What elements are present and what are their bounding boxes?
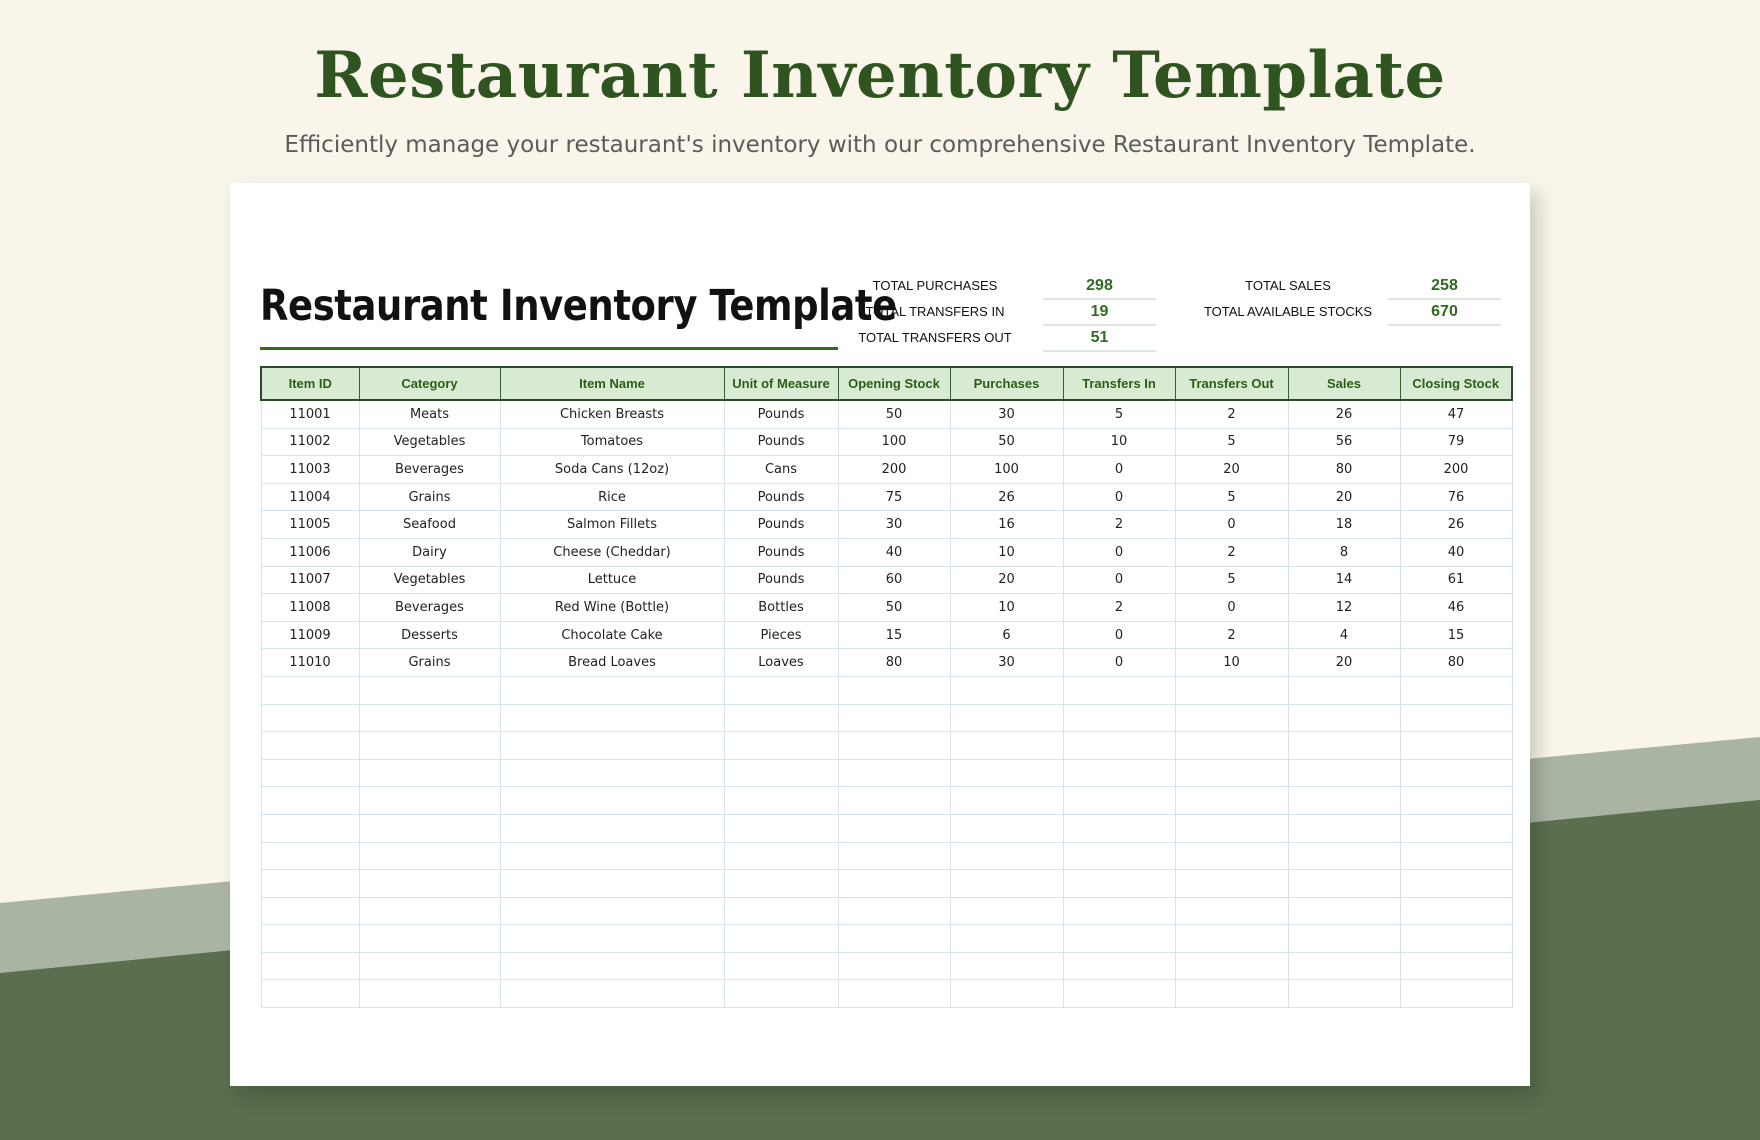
empty-table-cell[interactable] [261,759,359,787]
empty-table-cell[interactable] [1063,676,1175,704]
column-header: Transfers In [1063,367,1175,400]
table-cell[interactable]: 30 [950,649,1063,677]
table-cell[interactable]: 30 [838,511,950,539]
empty-table-row [261,897,1512,925]
empty-table-cell[interactable] [1063,814,1175,842]
empty-table-cell[interactable] [500,842,724,870]
table-cell[interactable]: 0 [1063,456,1175,484]
summary-value: 298 [1043,273,1156,300]
empty-table-cell[interactable] [359,732,500,760]
empty-table-cell[interactable] [724,952,838,980]
empty-table-cell[interactable] [950,732,1063,760]
table-row [261,621,1512,649]
table-cell[interactable]: 12 [1288,594,1400,622]
empty-table-cell[interactable] [1063,925,1175,953]
empty-table-cell[interactable] [1063,897,1175,925]
page-subtitle: Efficiently manage your restaurant's inventory with our comprehensive Restaurant Inventory Template. [284,132,1476,158]
table-cell[interactable]: 20 [1288,649,1400,677]
table-cell[interactable]: Desserts [359,621,500,649]
empty-table-cell[interactable] [838,897,950,925]
table-cell[interactable]: 0 [1063,621,1175,649]
empty-table-cell[interactable] [261,870,359,898]
empty-table-cell[interactable] [500,980,724,1008]
empty-table-row [261,980,1512,1008]
table-cell[interactable]: 10 [1063,428,1175,456]
empty-table-cell[interactable] [950,787,1063,815]
empty-table-cell[interactable] [724,925,838,953]
empty-table-cell[interactable] [724,759,838,787]
table-cell[interactable]: 11001 [261,400,359,428]
page-title: Restaurant Inventory Template [314,38,1446,113]
empty-table-cell[interactable] [950,759,1063,787]
empty-table-cell[interactable] [1175,870,1288,898]
table-cell[interactable]: 0 [1063,538,1175,566]
table-cell[interactable]: 5 [1063,400,1175,428]
table-cell[interactable]: Cheese (Cheddar) [500,538,724,566]
sheet-title-underline [260,347,838,350]
table-cell[interactable]: Pounds [724,538,838,566]
table-cell[interactable]: 2 [1175,621,1288,649]
empty-table-cell[interactable] [261,980,359,1008]
table-row [261,456,1512,484]
empty-table-cell[interactable] [1288,842,1400,870]
empty-table-cell[interactable] [1175,952,1288,980]
empty-table-cell[interactable] [950,704,1063,732]
empty-table-cell[interactable] [359,814,500,842]
summary-label: TOTAL AVAILABLE STOCKS [1203,304,1373,319]
empty-table-cell[interactable] [950,897,1063,925]
empty-table-cell[interactable] [1400,704,1512,732]
empty-table-cell[interactable] [1175,704,1288,732]
table-cell[interactable]: Seafood [359,511,500,539]
inventory-table [260,366,1513,1008]
empty-table-cell[interactable] [261,842,359,870]
empty-table-cell[interactable] [500,704,724,732]
empty-table-cell[interactable] [1288,980,1400,1008]
empty-table-cell[interactable] [950,842,1063,870]
empty-table-cell[interactable] [261,704,359,732]
empty-table-cell[interactable] [500,787,724,815]
empty-table-cell[interactable] [1288,897,1400,925]
empty-table-cell[interactable] [500,676,724,704]
table-cell[interactable]: 4 [1288,621,1400,649]
table-cell[interactable]: 15 [1400,621,1512,649]
empty-table-row [261,952,1512,980]
empty-table-cell[interactable] [1288,787,1400,815]
table-cell[interactable]: Meats [359,400,500,428]
summary-value: 51 [1043,325,1156,352]
empty-table-cell[interactable] [1288,925,1400,953]
table-cell[interactable]: 26 [950,483,1063,511]
table-cell[interactable]: 79 [1400,428,1512,456]
empty-table-cell[interactable] [1400,814,1512,842]
empty-table-cell[interactable] [1063,980,1175,1008]
table-cell[interactable]: 30 [950,400,1063,428]
table-row [261,566,1512,594]
table-cell[interactable]: Pounds [724,511,838,539]
table-cell[interactable]: 40 [838,538,950,566]
table-cell[interactable]: 26 [1288,400,1400,428]
summary-label: TOTAL TRANSFERS OUT [858,330,1012,345]
table-cell[interactable]: Cans [724,456,838,484]
empty-table-cell[interactable] [1288,704,1400,732]
table-cell[interactable]: 5 [1175,428,1288,456]
table-cell[interactable]: Beverages [359,456,500,484]
table-row [261,511,1512,539]
empty-table-cell[interactable] [1175,732,1288,760]
table-cell[interactable]: 200 [1400,456,1512,484]
table-cell[interactable]: 2 [1063,594,1175,622]
table-cell[interactable]: 6 [950,621,1063,649]
empty-table-cell[interactable] [1400,925,1512,953]
table-cell[interactable]: 0 [1175,511,1288,539]
empty-table-cell[interactable] [500,732,724,760]
empty-table-cell[interactable] [1400,759,1512,787]
column-header: Purchases [950,367,1063,400]
table-cell[interactable]: 15 [838,621,950,649]
empty-table-cell[interactable] [838,704,950,732]
empty-table-cell[interactable] [1063,870,1175,898]
column-header: Unit of Measure [724,367,838,400]
empty-table-cell[interactable] [724,897,838,925]
empty-table-cell[interactable] [724,676,838,704]
table-cell[interactable]: 10 [950,594,1063,622]
empty-table-cell[interactable] [500,925,724,953]
table-cell[interactable]: Chicken Breasts [500,400,724,428]
table-cell[interactable]: Pounds [724,566,838,594]
empty-table-cell[interactable] [950,870,1063,898]
empty-table-cell[interactable] [359,870,500,898]
table-cell[interactable]: 20 [1288,483,1400,511]
table-cell[interactable]: Soda Cans (12oz) [500,456,724,484]
empty-table-cell[interactable] [261,814,359,842]
table-cell[interactable]: 14 [1288,566,1400,594]
summary-label: TOTAL PURCHASES [872,278,998,293]
empty-table-cell[interactable] [1063,759,1175,787]
summary-value: 670 [1388,299,1501,326]
table-cell[interactable]: 50 [838,594,950,622]
table-cell[interactable]: 11006 [261,538,359,566]
empty-table-cell[interactable] [359,925,500,953]
empty-table-row [261,759,1512,787]
table-cell[interactable]: 0 [1063,649,1175,677]
empty-table-row [261,732,1512,760]
empty-table-cell[interactable] [1175,759,1288,787]
empty-table-cell[interactable] [724,980,838,1008]
empty-table-cell[interactable] [1175,787,1288,815]
empty-table-cell[interactable] [359,759,500,787]
empty-table-cell[interactable] [261,952,359,980]
empty-table-cell[interactable] [500,870,724,898]
empty-table-cell[interactable] [950,980,1063,1008]
empty-table-cell[interactable] [500,897,724,925]
empty-table-row [261,925,1512,953]
summary-value: 19 [1043,299,1156,326]
table-cell[interactable]: Bottles [724,594,838,622]
table-cell[interactable]: Pounds [724,400,838,428]
empty-table-cell[interactable] [1063,704,1175,732]
empty-table-cell[interactable] [359,980,500,1008]
empty-table-cell[interactable] [838,759,950,787]
table-cell[interactable]: 11002 [261,428,359,456]
empty-table-cell[interactable] [1175,676,1288,704]
empty-table-cell[interactable] [359,897,500,925]
empty-table-cell[interactable] [1175,814,1288,842]
table-cell[interactable]: Pieces [724,621,838,649]
table-cell[interactable]: 76 [1400,483,1512,511]
table-cell[interactable]: Beverages [359,594,500,622]
table-body [261,400,1512,1008]
empty-table-cell[interactable] [261,676,359,704]
summary-value: 258 [1388,273,1501,300]
empty-table-cell[interactable] [838,787,950,815]
empty-table-cell[interactable] [1400,732,1512,760]
table-row [261,400,1512,428]
empty-table-cell[interactable] [838,842,950,870]
table-cell[interactable]: 2 [1175,400,1288,428]
table-row [261,649,1512,677]
table-cell[interactable]: 100 [838,428,950,456]
table-cell[interactable]: 2 [1063,511,1175,539]
empty-table-cell[interactable] [950,952,1063,980]
table-cell[interactable]: 5 [1175,566,1288,594]
column-header: Item ID [261,367,359,400]
column-header: Opening Stock [838,367,950,400]
empty-table-cell[interactable] [1288,870,1400,898]
empty-table-row [261,814,1512,842]
empty-table-row [261,676,1512,704]
table-row [261,594,1512,622]
empty-table-cell[interactable] [1175,842,1288,870]
empty-table-cell[interactable] [1175,897,1288,925]
table-cell[interactable]: 11008 [261,594,359,622]
empty-table-cell[interactable] [950,925,1063,953]
table-cell[interactable]: 26 [1400,511,1512,539]
table-cell[interactable]: 80 [838,649,950,677]
table-cell[interactable]: 5 [1175,483,1288,511]
empty-table-cell[interactable] [724,732,838,760]
column-header: Transfers Out [1175,367,1288,400]
table-cell[interactable]: 20 [950,566,1063,594]
table-cell[interactable]: Loaves [724,649,838,677]
table-cell[interactable]: 18 [1288,511,1400,539]
empty-table-cell[interactable] [1288,676,1400,704]
table-cell[interactable]: 11010 [261,649,359,677]
summary-label: TOTAL TRANSFERS IN [865,304,1005,319]
empty-table-cell[interactable] [838,925,950,953]
empty-table-cell[interactable] [359,842,500,870]
empty-table-cell[interactable] [950,676,1063,704]
empty-table-cell[interactable] [261,897,359,925]
column-header: Category [359,367,500,400]
table-cell[interactable]: Vegetables [359,566,500,594]
table-cell[interactable]: 56 [1288,428,1400,456]
empty-table-cell[interactable] [359,704,500,732]
table-cell[interactable]: 10 [950,538,1063,566]
table-cell[interactable]: 80 [1400,649,1512,677]
table-cell[interactable]: Salmon Fillets [500,511,724,539]
empty-table-cell[interactable] [1063,787,1175,815]
empty-table-cell[interactable] [261,925,359,953]
empty-table-row [261,787,1512,815]
table-cell[interactable]: 20 [1175,456,1288,484]
spreadsheet-preview [230,183,1530,1086]
empty-table-cell[interactable] [838,980,950,1008]
empty-table-cell[interactable] [950,814,1063,842]
column-header: Item Name [500,367,724,400]
empty-table-cell[interactable] [1288,732,1400,760]
table-cell[interactable]: Bread Loaves [500,649,724,677]
table-cell[interactable]: Chocolate Cake [500,621,724,649]
table-cell[interactable]: 8 [1288,538,1400,566]
empty-table-cell[interactable] [1400,980,1512,1008]
summary-label: TOTAL SALES [1245,278,1331,293]
empty-table-cell[interactable] [1063,952,1175,980]
table-cell[interactable]: 11009 [261,621,359,649]
column-header: Sales [1288,367,1400,400]
table-cell[interactable]: 46 [1400,594,1512,622]
table-cell[interactable]: 0 [1175,594,1288,622]
empty-table-cell[interactable] [724,787,838,815]
table-cell[interactable]: 200 [838,456,950,484]
table-cell[interactable]: Lettuce [500,566,724,594]
empty-table-row [261,842,1512,870]
empty-table-cell[interactable] [1400,676,1512,704]
empty-table-cell[interactable] [1288,814,1400,842]
table-cell[interactable]: 80 [1288,456,1400,484]
table-cell[interactable]: 11007 [261,566,359,594]
table-cell[interactable]: Vegetables [359,428,500,456]
table-cell[interactable]: 0 [1063,483,1175,511]
table-cell[interactable]: 16 [950,511,1063,539]
table-cell[interactable]: 11003 [261,456,359,484]
empty-table-cell[interactable] [261,787,359,815]
table-cell[interactable]: 100 [950,456,1063,484]
empty-table-cell[interactable] [1063,842,1175,870]
table-row [261,538,1512,566]
table-cell[interactable]: Pounds [724,483,838,511]
empty-table-row [261,870,1512,898]
empty-table-cell[interactable] [359,952,500,980]
table-cell[interactable]: 61 [1400,566,1512,594]
empty-table-cell[interactable] [1400,952,1512,980]
empty-table-cell[interactable] [724,870,838,898]
empty-table-cell[interactable] [724,814,838,842]
empty-table-cell[interactable] [838,870,950,898]
empty-table-cell[interactable] [1400,787,1512,815]
table-row [261,428,1512,456]
table-cell[interactable]: 11005 [261,511,359,539]
column-header: Closing Stock [1400,367,1512,400]
table-header-row [261,367,1512,400]
table-cell[interactable]: 47 [1400,400,1512,428]
table-cell[interactable]: 50 [950,428,1063,456]
table-cell[interactable]: 75 [838,483,950,511]
empty-table-cell[interactable] [1288,759,1400,787]
empty-table-cell[interactable] [1175,925,1288,953]
table-row [261,483,1512,511]
table-cell[interactable]: Dairy [359,538,500,566]
empty-table-cell[interactable] [838,676,950,704]
table-cell[interactable]: 0 [1063,566,1175,594]
empty-table-cell[interactable] [838,814,950,842]
table-cell[interactable]: Tomatoes [500,428,724,456]
empty-table-cell[interactable] [838,732,950,760]
empty-table-cell[interactable] [1400,870,1512,898]
empty-table-cell[interactable] [500,952,724,980]
table-cell[interactable]: 11004 [261,483,359,511]
empty-table-cell[interactable] [359,676,500,704]
empty-table-cell[interactable] [1063,732,1175,760]
table-cell[interactable]: Rice [500,483,724,511]
table-cell[interactable]: Grains [359,483,500,511]
empty-table-cell[interactable] [1288,952,1400,980]
empty-table-cell[interactable] [500,759,724,787]
empty-table-cell[interactable] [1400,842,1512,870]
empty-table-cell[interactable] [500,814,724,842]
empty-table-cell[interactable] [724,842,838,870]
sheet-title: Restaurant Inventory Template [260,281,897,331]
table-cell[interactable]: 40 [1400,538,1512,566]
empty-table-cell[interactable] [1175,980,1288,1008]
table-cell[interactable]: Grains [359,649,500,677]
empty-table-cell[interactable] [838,952,950,980]
empty-table-cell[interactable] [359,787,500,815]
empty-table-row [261,704,1512,732]
empty-table-cell[interactable] [724,704,838,732]
empty-table-cell[interactable] [1400,897,1512,925]
table-cell[interactable]: 60 [838,566,950,594]
table-cell[interactable]: 10 [1175,649,1288,677]
table-cell[interactable]: 2 [1175,538,1288,566]
empty-table-cell[interactable] [261,732,359,760]
table-cell[interactable]: Pounds [724,428,838,456]
table-cell[interactable]: 50 [838,400,950,428]
table-cell[interactable]: Red Wine (Bottle) [500,594,724,622]
